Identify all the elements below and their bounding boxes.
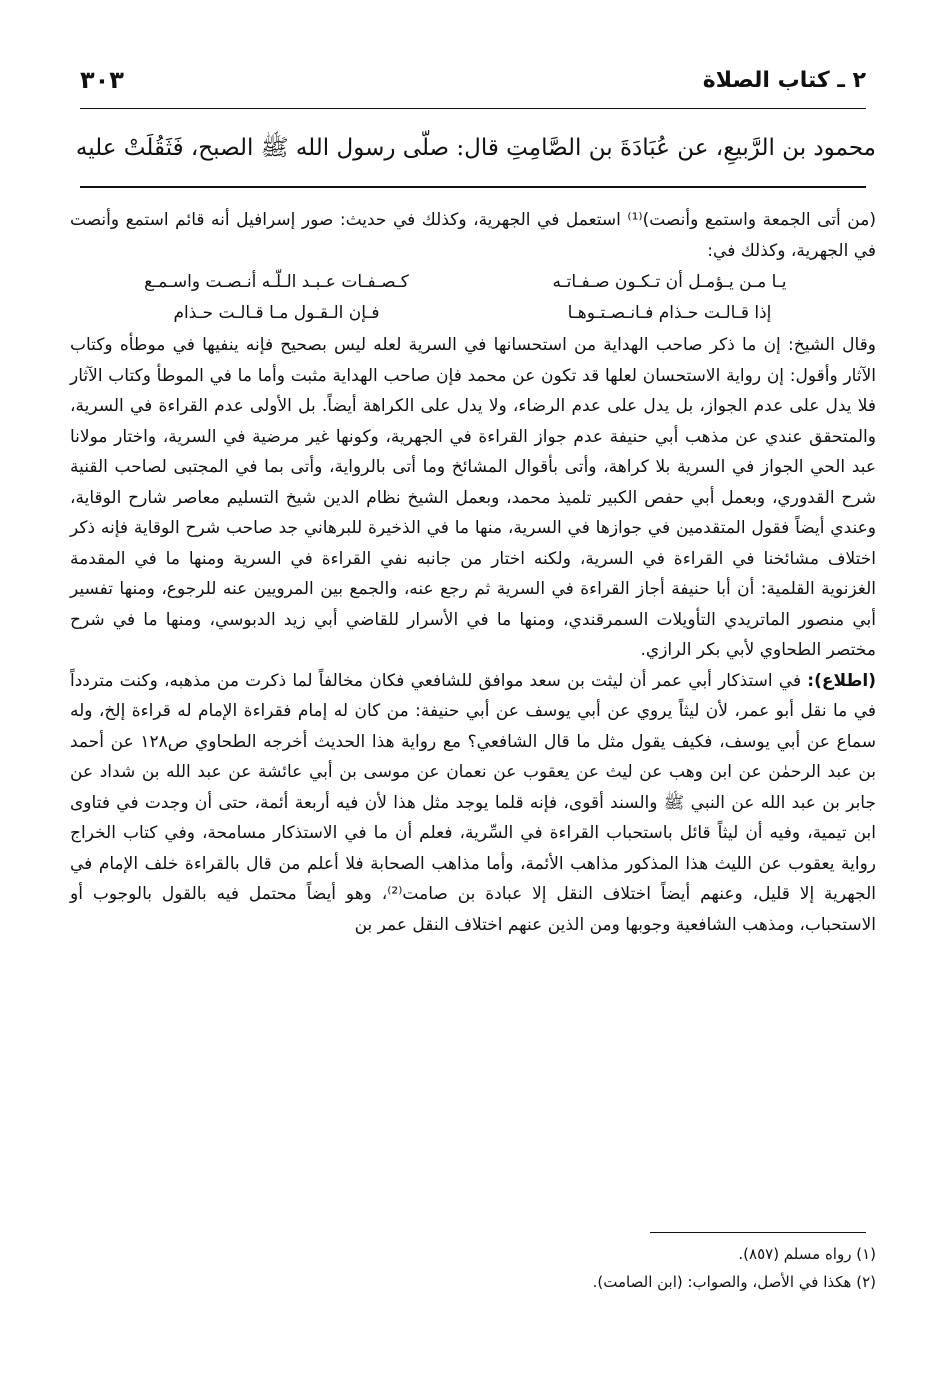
footnotes xyxy=(70,1240,876,1296)
verse-2-hemistich-1: إذا قـالـت حـذام فـانـصـتـوهـا xyxy=(567,302,772,323)
paragraph-3 xyxy=(70,666,876,941)
verse-2-hemistich-2: فـإن الـقـول مـا قـالـت حـذام xyxy=(173,302,380,323)
paragraph-3-text: في استذكار أبي عمر أن ليثت بن سعد موافق للشافعي فكان مخالفاً لما ذكرت من مذهبه، وكنت متردداً في ما نقل أبو عمر، لأن ليثاً يروي عن أبي يوسف عن أبي حنيفة: من كان له إمام فقراءة الإمام له قراءة إلخ، وله سماع عن أبي يوسف، فكيف يقول مثل ما قال الشافعي؟ مع رواية هذا الحديث أخرجه الطحاوي ص١٢٨ عن أحمد بن عبد الرحمٰن عن ابن وهب عن ليث عن يعقوب عن نعمان عن موسى بن أبي عائشة عن عبد الله بن شداد عن جابر بن عبد الله عن النبي ﷺ والسند أقوى، فإنه قلما يوجد مثل هذا لأن فيه أربعة أئمة، حتى أن وجدت في فتاوى ابن تيمية، وفيه أن ليثاً قائل باستحباب القراءة في السِّرية، فعلم أن ما في الاستذكار مسامحة، وفي كتاب الخراج رواية يعقوب عن الليث هذا المذكور مذاهب الأئمة، وأما مذاهب الصحابة فلا أعلم من قال بالقراءة خلف الإمام في الجهرية إلا قليل، وعنهم أيضاً اختلاف النقل إلا عبادة بن صامت⁽²⁾، وهو أيضاً محتمل فيه بالقول بالوجوب أو الاستحباب، ومذهب الشافعية وجوبها ومن الذين عنهم اختلاف النقل عمر بن xyxy=(70,670,876,935)
footnote-1: (١) رواه مسلم (٨٥٧). xyxy=(738,1245,876,1263)
notice-label: (اطلاع): xyxy=(807,670,876,691)
poem-verses xyxy=(70,267,876,328)
header-divider xyxy=(80,108,866,109)
page-number: ٣٠٣ xyxy=(80,66,124,94)
commentary-body xyxy=(70,205,876,940)
footnote-divider xyxy=(650,1232,866,1233)
verse-1-hemistich-1: يـا مـن يـؤمـل أن تـكـون صـفـاتـه xyxy=(552,272,787,292)
footnote-2: (٢) هكذا في الأصل، والصواب: (ابن الصامت). xyxy=(592,1273,876,1291)
hadith-text: محمود بن الرَّبيعِ، عن عُبَادَةَ بن الصَّامِتِ قال: صلّى رسول الله ﷺ الصبح، فَثَقُلَتْ عليه xyxy=(75,135,876,161)
verse-1-hemistich-2: كـصـفـات عـبـد الـلّـه أنـصـت واسـمـع xyxy=(144,272,409,292)
paragraph-2: وقال الشيخ: إن ما ذكر صاحب الهداية من استحسانها في السرية لعله ليس بصحيح فإنه ينفيها في موطأه وكتاب الآثار وأقول: إن رواية الاستحسان لعلها قد تكون عن محمد فإن صاحب الهداية مثبت وأما ما في الموطأ وكتاب الآثار فلا يدل على عدم الجواز، بل يدل على عدم الرضاء، ولا يدل على الكراهة أيضاً. بل الأولى عدم القراءة في السرية، والمتحقق عندي عن مذهب أبي حنيفة عدم جواز القراءة في الجهرية، وكونها غير مرضية في السرية، واختار مولانا عبد الحي الجواز في السرية بلا كراهة، وأتى بأقوال المشائخ وما أتى بالرواية، وأتى بما في المجتبى لصاحب القنية شرح القدوري، وبعمل أبي حفص الكبير تلميذ محمد، وبعمل الشيخ نظام الدين شيخ التسليم معاصر شارح الوقاية، وعندي أيضاً فقول المتقدمين في جوازها في السرية، منها ما في الذخيرة للبرهاني جد صاحب شرح الوقاية فإنه ذكر اختلاف مشائخنا في القراءة في السرية، ولكنه اختار من جانبه نفي القراءة في السرية ومنها ما في المقدمة الغزنوية القلمية: أن أبا حنيفة أجاز القراءة في السرية ثم رجع عنه، والجمع بين المرويين عنه للرجوع، ومنها تفسير أبي منصور الماتريدي التأويلات السمرقندي، ومنها ما في الأسرار للقاضي أبي زيد الدبوسي، ومنها ما في شرح مختصر الطحاوي لأبي بكر الرازي. xyxy=(70,335,876,660)
paragraph-1: (من أتى الجمعة واستمع وأنصت)⁽¹⁾ استعمل في الجهرية، وكذلك في حديث: صور إسرافيل أنه قائم استمع وأنصت في الجهرية، وكذلك في: xyxy=(70,210,876,261)
hadith-divider xyxy=(80,186,866,188)
page-header xyxy=(80,60,866,100)
chapter-title: ٢ ـ كتاب الصلاة xyxy=(702,67,866,93)
